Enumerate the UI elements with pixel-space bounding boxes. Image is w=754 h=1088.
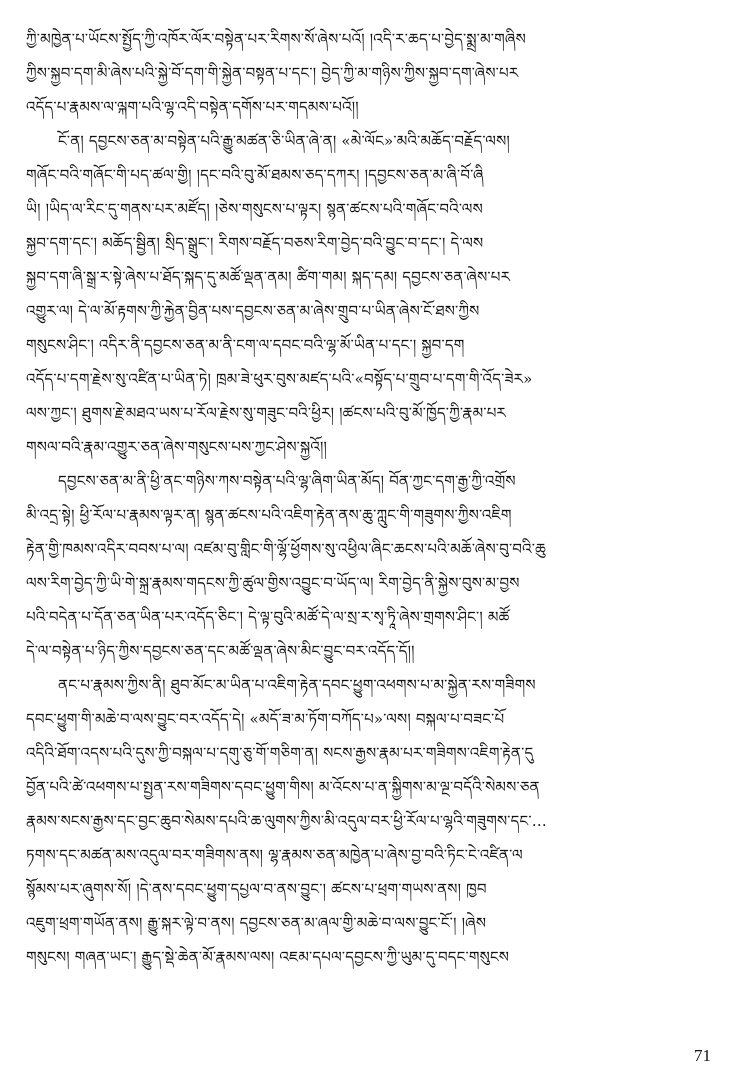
text-line: སྐྱབ་དག་ཞི་སྒྲ་ར་སྟེ་ཞེས་པ་ཐོད་སྐད་དུ་མཚོ་ལྡན་ནམ། ཚིག་གམ། སྐད་དམ། དབྱངས་ཅན་ཞེས་པར — [26, 268, 511, 286]
paragraph-start-line: ངོ་ན། དབྱངས་ཅན་མ་བསྟེན་པའི་རྒྱུ་མཚན་ཅི་ཡིན་ཞེ་ན། «མེ་ལོང»་མའི་མཆོད་བརྗོད་ལས། — [58, 132, 510, 150]
text-line: རྣམས་སངས་རྒྱས་དང་བྱང་ཆུབ་སེམས་དཔའི་ཆ་ལུགས་ཀྱིས་མི་འདུལ་བར་ཕྱི་རོལ་པ་ལྷའི་གཟུགས་དང་… — [26, 812, 547, 830]
text-line: ཀྱིས་སྐྱབ་དག་མི་ཞེས་པའི་སྐྱེ་བོ་དག་གི་སྐྱེན་བསྟན་པ་དང་། བྱེད་ཀྱི་མ་གཉིས་ཀྱིས་སྐྱབ་དག་ཞེས་པར — [26, 64, 519, 82]
text-line: འགྱུར་ལ། དེ་ལ་མོ་རྟགས་ཀྱི་རྐྱེན་བྱིན་པས་དབྱངས་ཅན་མ་ཞེས་གྲུབ་པ་ཡིན་ཞེས་ངོ་ཐས་ཀྱིས — [26, 302, 480, 320]
body-text — [26, 22, 734, 974]
text-line: ཡི། །ཡིད་ལ་རིང་དུ་གནས་པར་མཛོད། །ཅེས་གསུངས་པ་ལྟར། སྙན་ཚངས་པའི་གཞོང་བའི་ལས — [26, 200, 483, 218]
paragraph-start-line: དབྱངས་ཅན་མ་ནི་ཕྱི་ནང་གཉིས་ཀས་བསྟེན་པའི་ལྷ་ཞིག་ཡིན་མོད། བོན་ཀྱང་དག་རྒྱ་ཀྱི་འགྲོས — [58, 472, 516, 490]
text-line: ཏགས་དང་མཚན་མས་འདུལ་བར་གཟིགས་ནས། ལྷ་རྣམས་ཅན་མཁྱེན་པ་ཞེས་བྱ་བའི་ཏིང་ངེ་འཛིན་ལ — [26, 846, 523, 864]
text-line: དེ་ལ་བསྟེན་པ་ཉིད་ཀྱིས་དབྱངས་ཅན་དང་མཚོ་ལྡན་ཞེས་མིང་བྱུང་བར་འདོད་དོ།། — [26, 642, 415, 660]
text-line: འདིའི་ཐོག་འདས་པའི་དུས་ཀྱི་བསྐལ་པ་དགུ་ཅུ་གོ་གཅིག་ན། སངས་རྒྱས་རྣམ་པར་གཟིགས་འཇིག་རྟེན་དུ — [26, 744, 534, 762]
text-line: འདོད་པ་རྣམས་ལ་ལྐག་པའི་ལྷ་འདི་བསྟེན་དགོས་པར་གདམས་པའོ།། — [26, 98, 359, 116]
text-line: ཀྱི་མཁྱེན་པ་ཡོངས་སྤྱོད་ཀྱི་འཁོར་ལོར་བསྟེན་པར་རིགས་སོ་ཞེས་པའོ། །འདི་ར་ཆད་པ་བྱེད་སྨྲ་མ་གཞིས — [26, 30, 526, 48]
text-line: གཞོང་བའི་གཞོང་གི་པད་ཚལ་གྱི། །དང་བའི་བུ་མོ་ཐམས་ཅད་དཀར། །དབྱངས་ཅན་མ་ཞི་བོ་ཞི — [26, 166, 484, 184]
text-line: རྟེན་གྱི་ཁམས་འདིར་བབས་པ་ལ། འཛམ་བུ་གླིང་གི་ལྷོ་ཕྱོགས་སུ་འཕྱིལ་ཞིང་ཆངས་པའི་མཆོ་ཞེས་བུ་བའི་ཆུ — [26, 540, 546, 558]
text-line: བྱོན་པའི་ཚེ་འཕགས་པ་སྤྱན་རས་གཟིགས་དབང་ཕྱུག་གིས། མ་འོངས་པ་ན་སྐྱིགས་མ་ལྔ་བདོའི་སེམས་ཅན — [26, 778, 540, 796]
paragraph-start-line: ནང་པ་རྣམས་ཀྱིས་ནི། ཐུབ་མོང་མ་ཡིན་པ་འཇིག་རྟེན་དབང་ཕྱུག་འཕགས་པ་མ་སྐྱེན་རས་གཟིགས — [58, 676, 536, 694]
text-line: སྐྱབ་དག་དང་། མཆོད་སྦྱིན། སྲིད་སྒྲུང་། རིགས་བརྗོད་བཅས་རིག་བྱེད་བའི་བྱུང་བ་དང་། དེ་ལས — [26, 234, 484, 252]
text-line: གསལ་བའི་རྣམ་འགྱུར་ཅན་ཞེས་གསུངས་པས་ཀྱང་ཤེས་སྐྱའོ།། — [26, 438, 328, 456]
page-number: 71 — [694, 1046, 711, 1065]
text-line: ལས་རིག་བྱེད་ཀྱི་ཡི་གེ་སྐྲ་རྣམས་གདངས་ཀྱི་ཚུལ་གྱིས་འབྱུང་བ་ཡོད་ལ། རིག་བྱེད་ནི་སྐྱེས་བུས་མ་བྱས — [26, 574, 520, 592]
text-line: འདོད་པ་དག་རྗེས་སུ་འཛིན་པ་ཡིན་ཏེ། ཁྲམ་ཟེ་ཕུར་བུས་མཛད་པའི་«བསྟོད་པ་གྲུབ་པ་དག་གི་འོད་ཟེར» — [26, 370, 533, 388]
text-line: གསུངས་ཤིང་། འདིར་ནི་དབྱངས་ཅན་མ་ནི་ངག་ལ་དབང་བའི་ལྷ་མོ་ཡིན་པ་དང་། སྐྱབ་དག — [26, 336, 465, 354]
text-line: གསུངས། གཞན་ཡང་། རྒྱུད་སྡེ་ཆེན་མོ་རྣམས་ལས། འཇམ་དཔལ་དབྱངས་ཀྱི་ཡུམ་དུ་བདང་གསུངས — [26, 948, 510, 966]
text-line: མི་འདྲ་སྟེ། ཕྱི་རོལ་པ་རྣམས་ལྟར་ན། སྙན་ཚངས་པའི་འཇིག་རྟེན་ནས་ཆུ་ཀླུང་གི་གཟུགས་ཀྱིས་འཇིག — [26, 506, 512, 524]
text-line: འཇུག་ཕྲག་གཡོན་ནས། རྒྱུ་སྐར་ལྟེ་བ་ནས། དབྱངས་ཅན་མ་ཞལ་གྱི་མཆེ་བ་ལས་བྱུང་ངོ་། །ཞེས — [26, 914, 487, 932]
text-line: སྙོམས་པར་ཞུགས་སོ། །དེ་ནས་དབང་ཕྱུག་དཔྱལ་བ་ནས་བྱུང་། ཚངས་པ་ཕྲག་གཡས་ནས། ཁྱབ — [26, 880, 487, 898]
text-line: པའི་བདེན་པ་དོན་ཅན་ཡིན་པར་འདོད་ཅིང་། དེ་ལྟ་བུའི་མཚོ་དེ་ལ་སྲ་ར་སྭ་ཏཱི་ཞེས་གྲགས་ཤིང་། མཚོ — [26, 608, 510, 626]
text-line: དབང་ཕྱུག་གི་མཆེ་བ་ལས་བྱུང་བར་འདོད་དེ། «མདོ་ཟ་མ་ཏོག་བཀོད་པ»་ལས། བསྐལ་པ་བཟང་པོ — [26, 710, 505, 728]
text-line: ལས་ཀྱང་། ཐུགས་རྗེ་མཐའ་ཡས་པ་རོལ་རྗེས་སུ་གཟུང་བའི་ཕྱིར། །ཚངས་པའི་བུ་མོ་ཁྱོད་ཀྱི་རྣམ་པར — [26, 404, 507, 422]
